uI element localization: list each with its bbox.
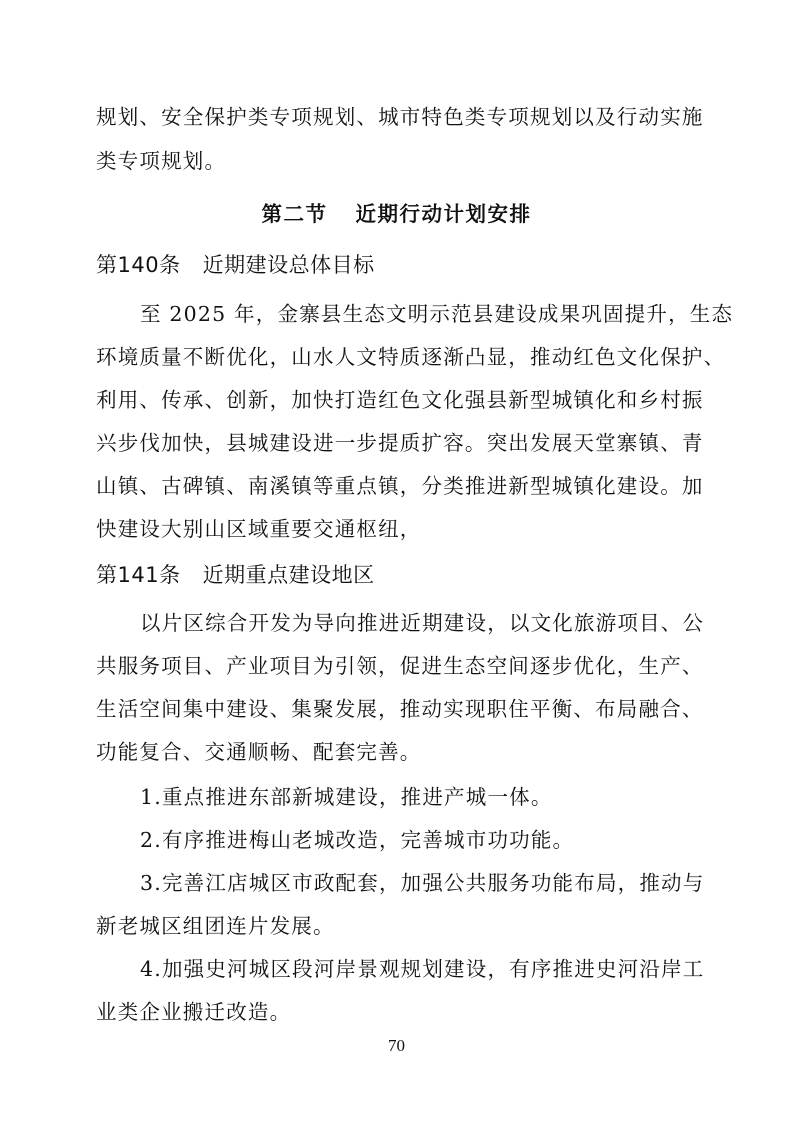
article-141-heading	[96, 557, 375, 593]
section-heading	[0, 196, 793, 232]
list-item: 3.完善江店城区市政配套，加强公共服务功能布局，推动与	[140, 871, 705, 895]
section-title: 近期行动计划安排	[355, 202, 532, 226]
paragraph-line: 生活空间集中建设、集聚发展，推动实现职住平衡、布局融合、	[96, 697, 704, 721]
section-number: 第二节	[261, 202, 328, 226]
paragraph-line: 至 2025 年，金寨县生态文明示范县建设成果巩固提升，生态	[140, 302, 734, 326]
list-item-continuation: 新老城区组团连片发展。	[96, 914, 335, 938]
paragraph-line: 功能复合、交通顺畅、配套完善。	[96, 740, 422, 764]
list-item: 1.重点推进东部新城建设，推进产城一体。	[140, 785, 553, 809]
list-item-continuation: 业类企业搬迁改造。	[96, 1000, 292, 1024]
list-item: 4.加强史河城区段河岸景观规划建设，有序推进史河沿岸工	[140, 957, 705, 981]
paragraph-line: 利用、传承、创新，加快打造红色文化强县新型城镇化和乡村振	[96, 388, 704, 412]
page-number: 70	[388, 1036, 405, 1055]
article-number: 第141条	[96, 563, 181, 587]
article-title: 近期重点建设地区	[202, 563, 375, 587]
paragraph-line: 快建设大别山区域重要交通枢纽，	[96, 517, 422, 541]
paragraph-line: 兴步伐加快，县城建设进一步提质扩容。突出发展天堂寨镇、青	[96, 431, 704, 455]
article-title: 近期建设总体目标	[202, 253, 375, 277]
paragraph-line: 山镇、古碑镇、南溪镇等重点镇，分类推进新型城镇化建设。加	[96, 474, 704, 498]
list-item: 2.有序推进梅山老城改造，完善城市功功能。	[140, 828, 575, 852]
article-number: 第140条	[96, 253, 181, 277]
intro-line-1: 规划、安全保护类专项规划、城市特色类专项规划以及行动实施	[96, 105, 704, 129]
paragraph-line: 共服务项目、产业项目为引领，促进生态空间逐步优化，生产、	[96, 654, 704, 678]
paragraph-line: 环境质量不断优化，山水人文特质逐渐凸显，推动红色文化保护、	[96, 345, 726, 369]
article-140-heading	[96, 247, 375, 283]
intro-line-2: 类专项规划。	[96, 149, 227, 173]
paragraph-line: 以片区综合开发为导向推进近期建设，以文化旅游项目、公	[140, 611, 705, 635]
